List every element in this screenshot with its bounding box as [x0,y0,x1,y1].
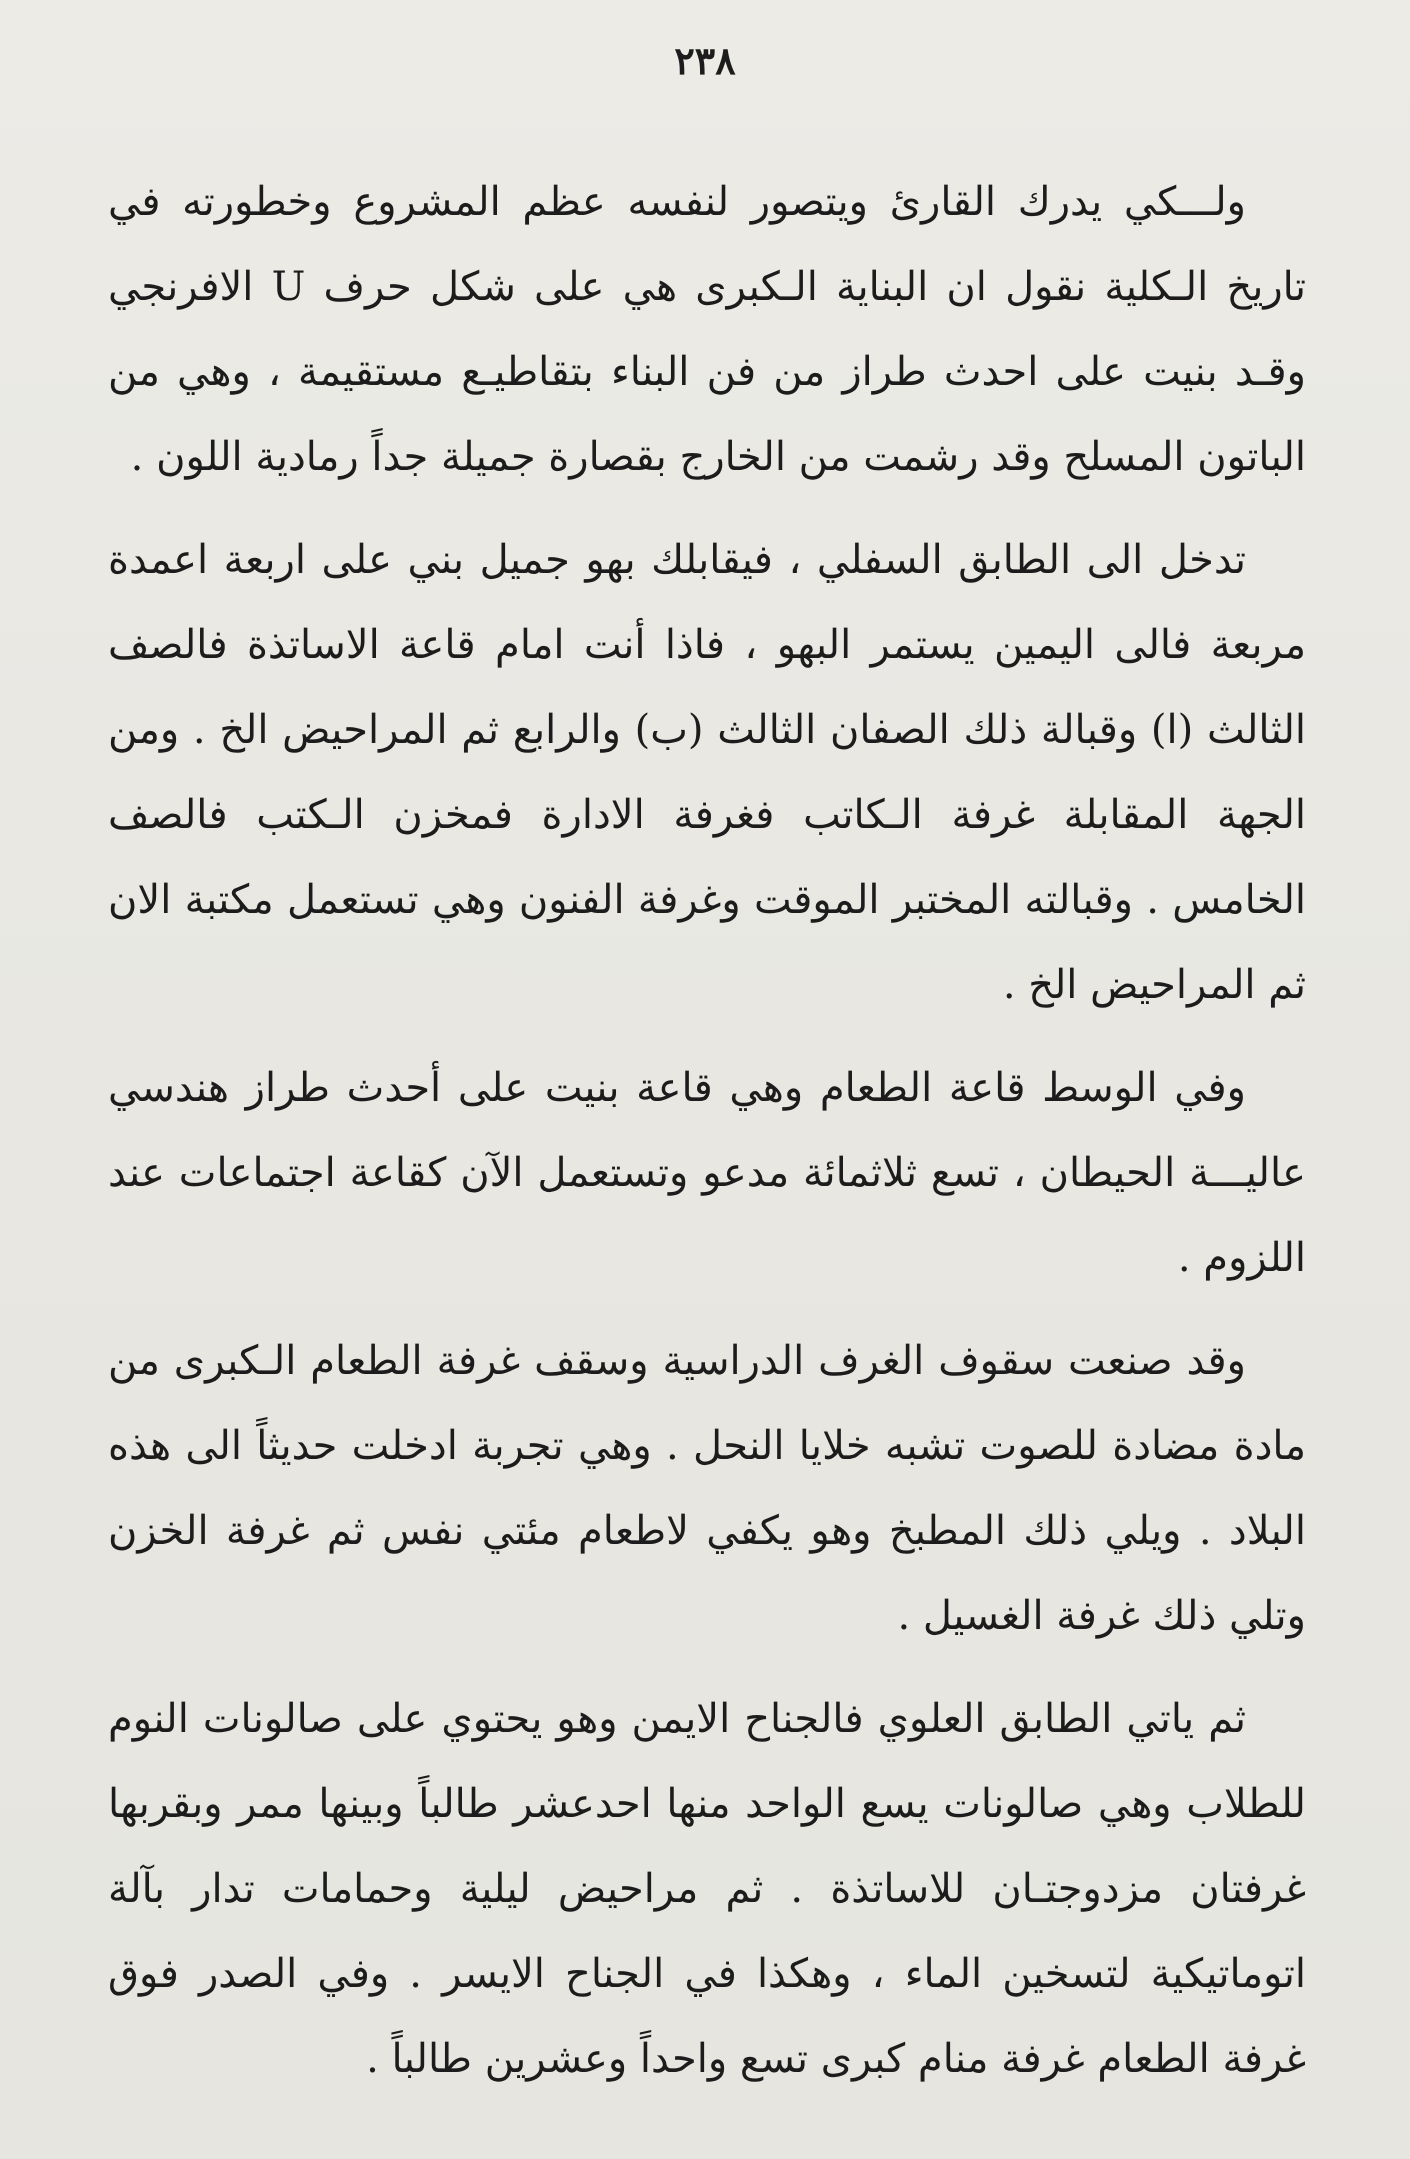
paragraph-text: وفي الوسط قاعة الطعام وهي قاعة بنيت على أحدث طراز هندسي عاليـــة الحيطان ، تسع ثلاثمائة مدعو وتستعمل الآن كقاعة اجتماعات عند اللزوم . [108,1065,1306,1281]
paragraph-1 [108,160,1306,500]
page-number: ٢٣٨ [674,38,736,83]
paragraph-text: ولـــكي يدرك القارئ ويتصور لنفسه عظم المشروع وخطورته في تاريخ الـكلية نقول ان البناية الـكبرى هي على شكل حرف U الافرنجي وقـد بنيت على احدث طراز من فن البناء بتقاطيـع مستقيمة ، وهي من الباتون المسلح وقد رشمت من الخارج بقصارة جميلة جداً رمادية اللون . [108,179,1306,480]
paragraph-text: تدخل الى الطابق السفلي ، فيقابلك بهو جميل بني على اربعة اعمدة مربعة فالى اليمين يستمر البهو ، فاذا أنت امام قاعة الاساتذة فالصف الثالث (ا) وقبالة ذلك الصفان الثالث (ب) والرابع ثم المراحيض الخ . ومن الجهة المقابلة غرفة الـكاتب فغرفة الادارة فمخزن الـكتب فالصف الخامس . وقبالته المختبر الموقت وغرفة الفنون وهي تستعمل مكتبة الان ثم المراحيض الخ . [108,537,1306,1008]
paragraph-4 [108,1319,1306,1659]
paragraph-3 [108,1046,1306,1301]
paragraph-text: ثم ياتي الطابق العلوي فالجناح الايمن وهو يحتوي على صالونات النوم للطلاب وهي صالونات يسع الواحد منها احدعشر طالباً وبينها ممر وبقربها غرفتان مزدوجتـان للاساتذة . ثم مراحيض ليلية وحمامات تدار بآلة اتوماتيكية لتسخين الماء ، وهكذا في الجناح الايسر . وفي الصدر فوق غرفة الطعام غرفة منام كبرى تسع واحداً وعشرين طالباً . [108,1696,1306,2082]
paragraph-2 [108,518,1306,1028]
paragraph-text: وقد صنعت سقوف الغرف الدراسية وسقف غرفة الطعام الـكبرى من مادة مضادة للصوت تشبه خلايا النحل . وهي تجربة ادخلت حديثاً الى هذه البلاد . ويلي ذلك المطبخ وهو يكفي لاطعام مئتي نفس ثم غرفة الخزن وتلي ذلك غرفة الغسيل . [108,1338,1306,1639]
body-text [108,160,1306,2120]
paragraph-5 [108,1677,1306,2102]
